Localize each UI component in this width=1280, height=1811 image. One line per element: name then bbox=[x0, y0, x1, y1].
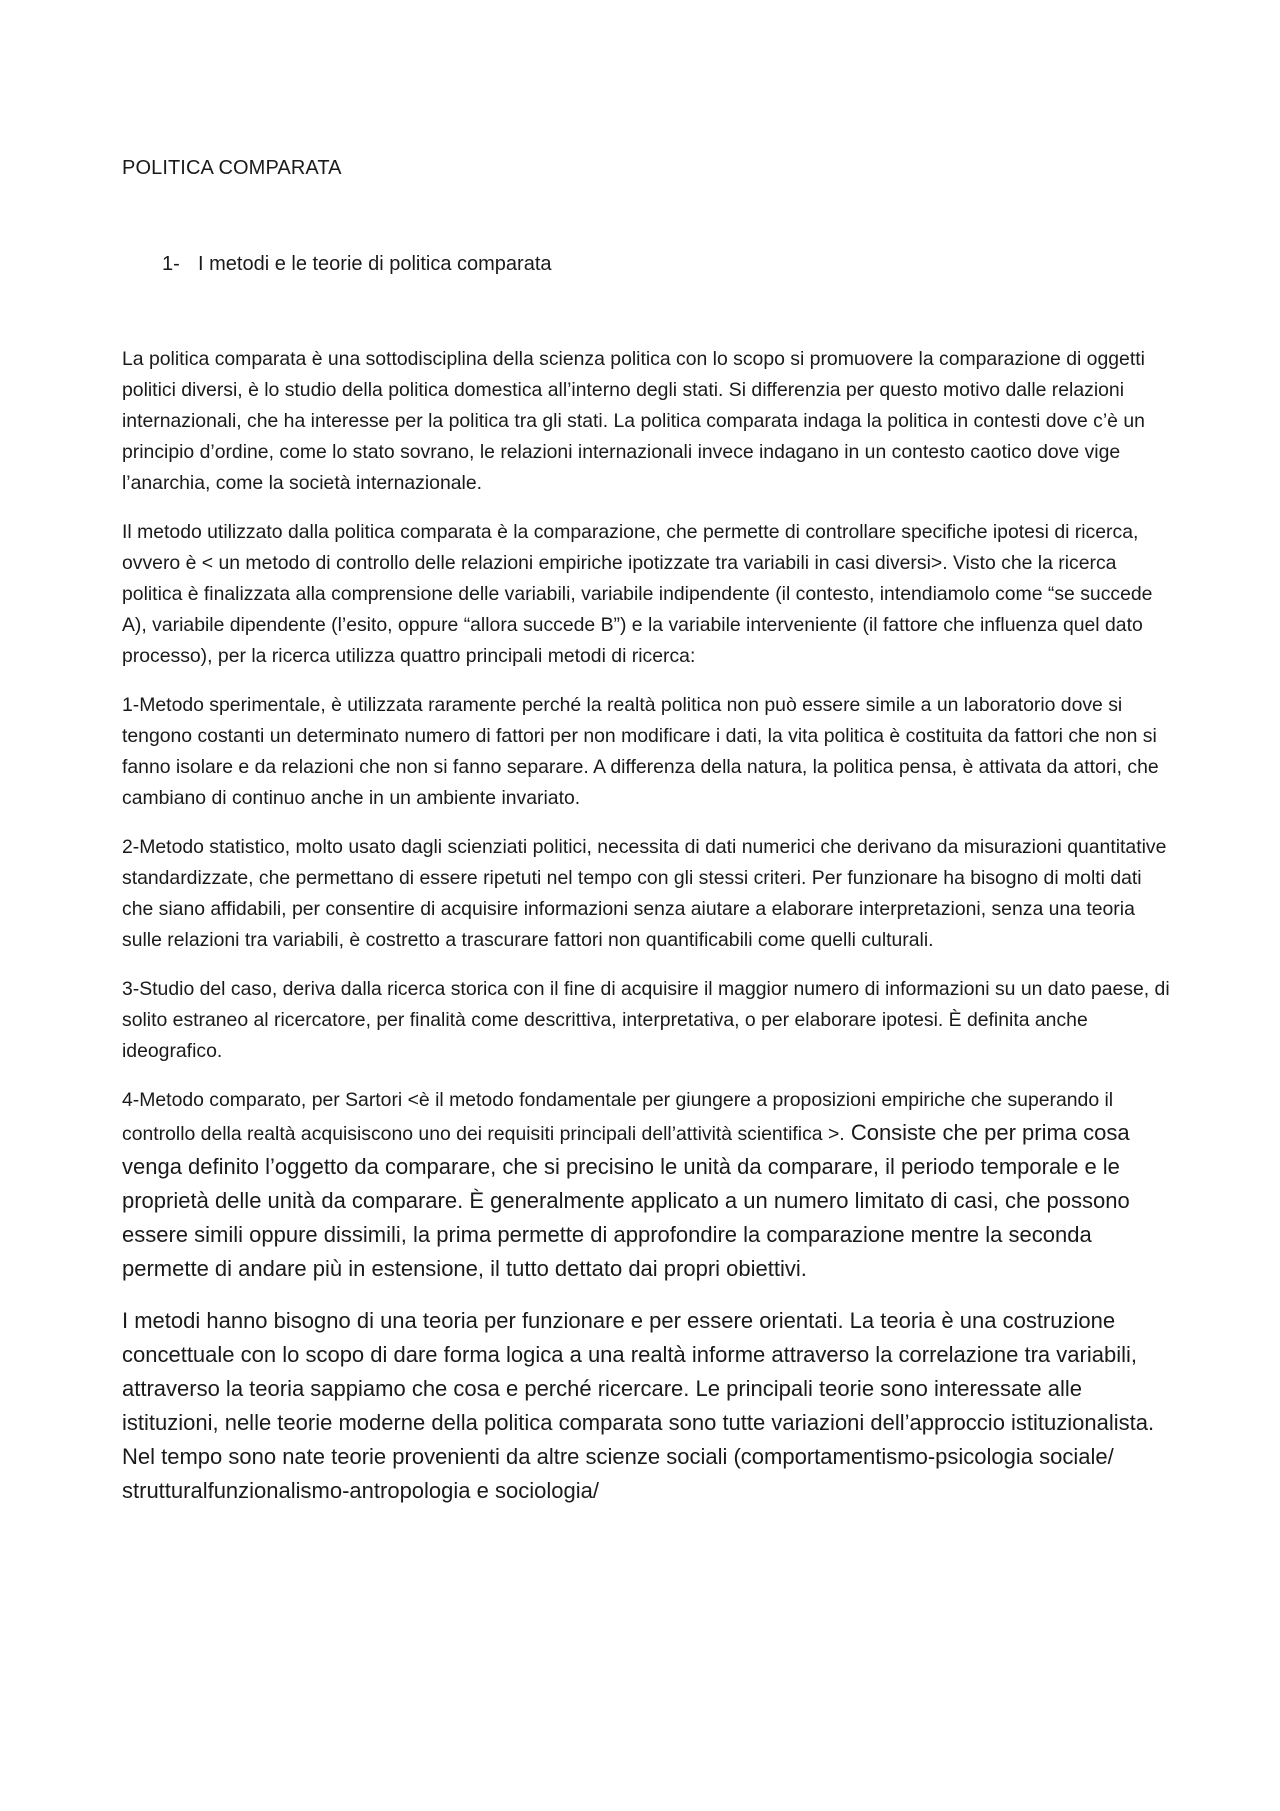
body-text bbox=[122, 344, 1170, 1508]
paragraph-intro: La politica comparata è una sottodisciplina della scienza politica con lo scopo si promuovere la comparazione di oggetti politici diversi, è lo studio della politica domestica all’interno degli stati. Si differenzia per questo motivo dalle relazioni internazionali, che ha interesse per la politica tra gli stati. La politica comparata indaga la politica in contesti dove c’è un principio d’ordine, come lo stato sovrano, le relazioni internazionali invece indagano in un contesto caotico dove vige l’anarchia, come la società internazionale. bbox=[122, 348, 1145, 494]
comparative-method-description: Consiste che per prima cosa venga definito l’oggetto da comparare, che si precisino le unità da comparare, il periodo temporale e le proprietà delle unità da comparare. È generalmente applicato a un numero limitato di casi, che possono essere simili oppure dissimili, la prima permette di approfondire la comparazione mentre la seconda permette di andare più in estensione, il tutto dettato dai propri obiettivi. bbox=[122, 1120, 1130, 1281]
comparative-method-quote: 4-Metodo comparato, per Sartori <è il metodo fondamentale per giungere a proposizioni empiriche che superando il controllo della realtà acquisiscono uno dei requisiti principali dell’attività scientifica >. bbox=[122, 1089, 1114, 1145]
section-number: 1- bbox=[162, 253, 180, 275]
section-title: I metodi e le teorie di politica comparata bbox=[198, 253, 552, 275]
document-title: POLITICA COMPARATA bbox=[122, 157, 342, 179]
paragraph-case-study: 3-Studio del caso, deriva dalla ricerca storica con il fine di acquisire il maggior numero di informazioni su un dato paese, di solito estraneo al ricercatore, per finalità come descrittiva, interpretativa, o per elaborare ipotesi. È definita anche ideografico. bbox=[122, 978, 1170, 1062]
paragraph-method: Il metodo utilizzato dalla politica comparata è la comparazione, che permette di controllare specifiche ipotesi di ricerca, ovvero è < un metodo di controllo delle relazioni empiriche ipotizzate tra variabili in casi diversi>. Visto che la ricerca politica è finalizzata alla comprensione delle variabili, variabile indipendente (il contesto, intendiamolo come “se succede A), variabile dipendente (l’esito, oppure “allora succede B”) e la variabile interveniente (il fattore che influenza quel dato processo), per la ricerca utilizza quattro principali metodi di ricerca: bbox=[122, 521, 1153, 667]
paragraph-theory: I metodi hanno bisogno di una teoria per funzionare e per essere orientati. La teoria è una costruzione concettuale con lo scopo di dare forma logica a una realtà informe attraverso la correlazione tra variabili, attraverso la teoria sappiamo che cosa e perché ricercare. Le principali teorie sono interessate alle istituzioni, nelle teorie moderne della politica comparata sono tutte variazioni dell’approccio istituzionalista. Nel tempo sono nate teorie provenienti da altre scienze sociali (comportamentismo-psicologia sociale/ strutturalfunzionalismo-antropologia e sociologia/ bbox=[122, 1308, 1155, 1503]
paragraph-comparative-method bbox=[122, 1085, 1170, 1286]
document-content bbox=[122, 150, 1170, 1526]
paragraph-statistical-method: 2-Metodo statistico, molto usato dagli scienziati politici, necessita di dati numerici che derivano da misurazioni quantitative standardizzate, che permettano di essere ripetuti nel tempo con gli stessi criteri. Per funzionare ha bisogno di molti dati che siano affidabili, per consentire di acquisire informazioni senza aiutare a elaborare interpretazioni, senza una teoria sulle relazioni tra variabili, è costretto a trascurare fattori non quantificabili come quelli culturali. bbox=[122, 836, 1167, 951]
paragraph-experimental-method: 1-Metodo sperimentale, è utilizzata raramente perché la realtà politica non può essere simile a un laboratorio dove si tengono costanti un determinato numero di fattori per non modificare i dati, la vita politica è costituita da fattori che non si fanno isolare e da relazioni che non si fanno separare. A differenza della natura, la politica pensa, è attivata da attori, che cambiano di continuo anche in un ambiente invariato. bbox=[122, 694, 1159, 809]
section-heading bbox=[162, 246, 1170, 282]
